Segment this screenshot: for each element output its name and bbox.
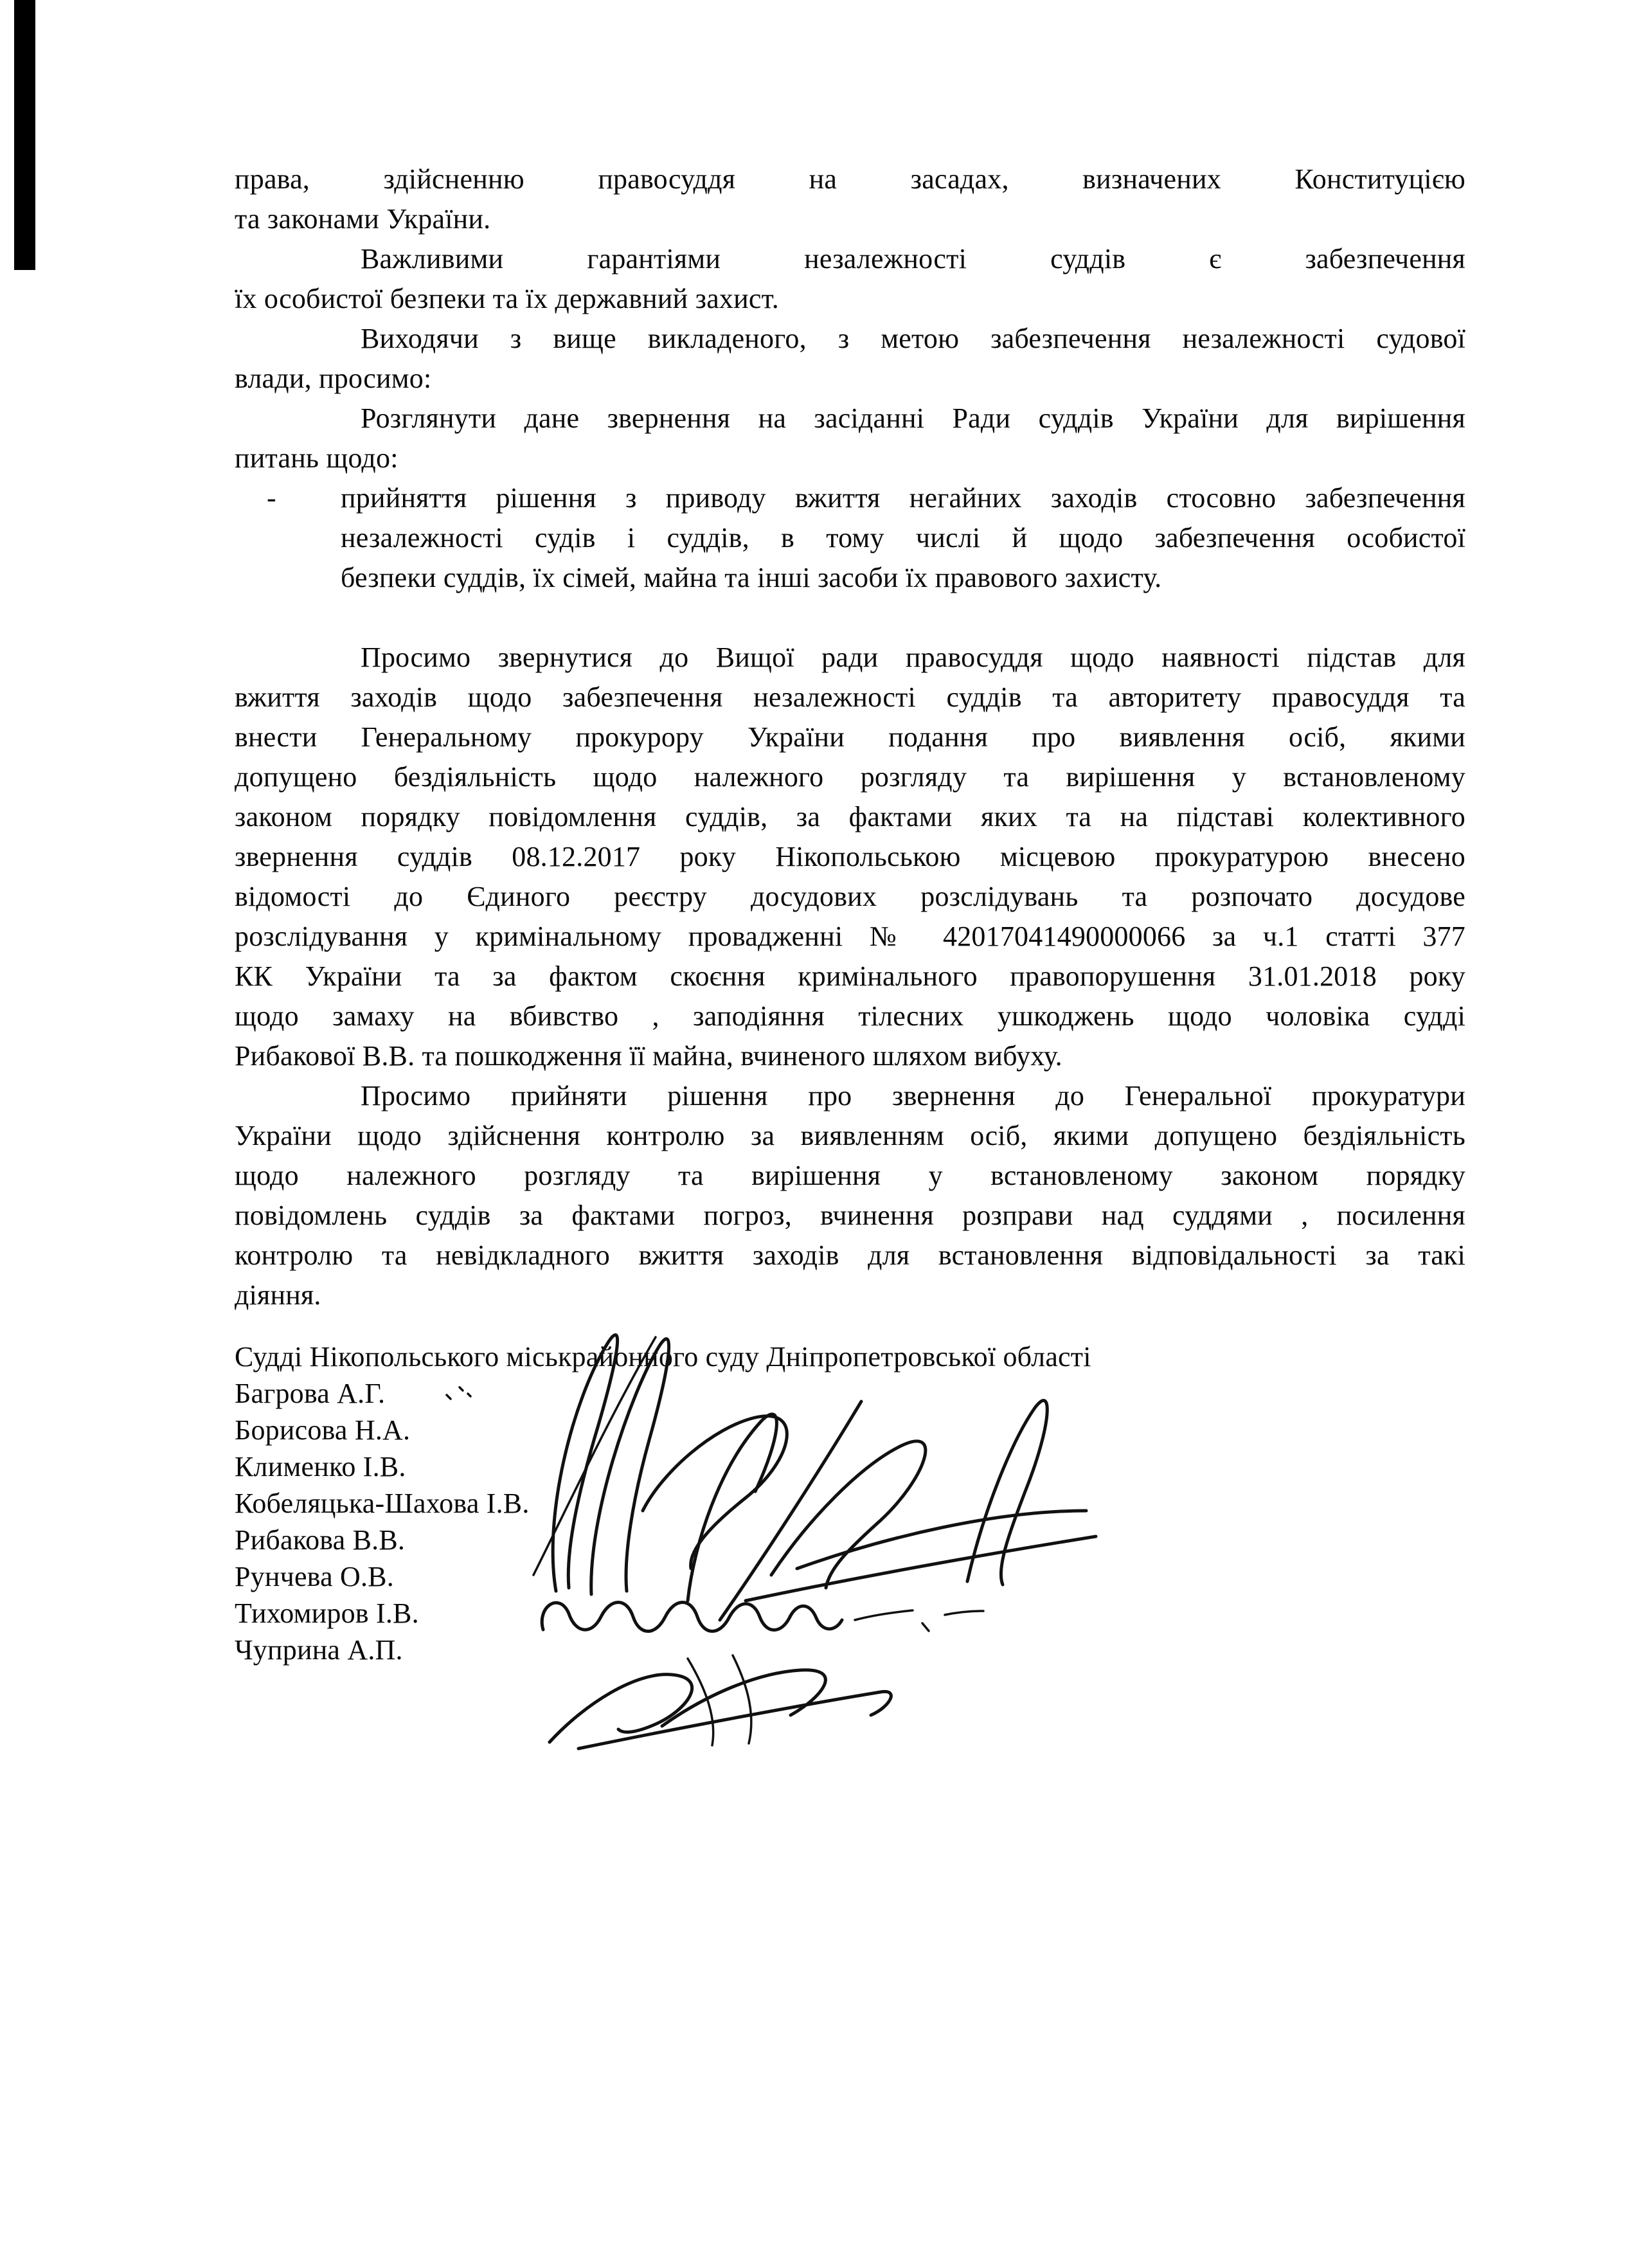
signature-stroke (550, 1675, 692, 1742)
signature-stroke (688, 1655, 751, 1745)
text-line: України щодо здійснення контролю за виявленням осіб, якими допущено бездіяльність (235, 1120, 1465, 1151)
text-line: вжиття заходів щодо забезпечення незалежності суддів та авторитету правосуддя та (235, 681, 1465, 713)
text-line: розслідування у кримінальному провадженні № 42017041490000066 за ч.1 статті 377 (235, 921, 1465, 952)
text-line: контролю та невідкладного вжиття заходів для встановлення відповідальності за такі (235, 1239, 1465, 1271)
text-line: законом порядку повідомлення суддів, за фактами яких та на підставі колективного (235, 801, 1465, 833)
text-line: звернення суддів 08.12.2017 року Нікопольською місцевою прокуратурою внесено (235, 841, 1465, 872)
blank-line (235, 598, 1465, 638)
signer-name: Чуприна А.П. (235, 1634, 403, 1666)
text-line: Просимо прийняти рішення про звернення до Генеральної прокуратури (361, 1080, 1465, 1112)
text-line: щодо належного розгляду та вирішення у встановленому законом порядку (235, 1160, 1465, 1191)
text-line: безпеки суддів, їх сімей, майна та інші засоби їх правового захисту. (341, 562, 1162, 593)
document-body (235, 159, 1465, 1668)
scan-artifact-bar (14, 0, 35, 270)
signer-name: Клименко І.В. (235, 1451, 406, 1482)
list-dash: - (267, 482, 276, 514)
paragraph-consider-appeal (235, 399, 1465, 478)
paragraph-high-council-request (235, 638, 1465, 1076)
signature-stroke (578, 1691, 891, 1749)
text-line: та законами України. (235, 203, 491, 235)
paragraph-intro-request (235, 319, 1465, 399)
paragraph-continuation (235, 159, 1465, 239)
text-line: КК України та за фактом скоєння кримінального правопорушення 31.01.2018 року (235, 960, 1465, 992)
signer-name: Кобеляцька-Шахова І.В. (235, 1488, 530, 1519)
signer-name: Рибакова В.В. (235, 1524, 406, 1556)
paragraph-guarantees (235, 239, 1465, 319)
text-line: діяння. (235, 1279, 321, 1311)
text-line: Просимо звернутися до Вищої ради правосуддя щодо наявності підстав для (361, 642, 1465, 673)
signer-name: Тихомиров І.В. (235, 1598, 419, 1629)
signature-stroke (662, 1670, 825, 1726)
text-line: Важливими гарантіями незалежності суддів є забезпечення (361, 243, 1465, 274)
signer-name: Багрова А.Г. (235, 1378, 386, 1409)
text-line: права, здійсненню правосуддя на засадах, визначених Конституцією (235, 163, 1465, 195)
text-line: їх особистої безпеки та їх державний захист. (235, 283, 779, 314)
paragraph-prosecutor-request (235, 1076, 1465, 1315)
text-line: влади, просимо: (235, 363, 432, 394)
text-line: повідомлень суддів за фактами погроз, вчинення розправи над суддями , посилення (235, 1200, 1465, 1231)
text-line: Рибакової В.В. та пошкодження її майна, вчиненого шляхом вибуху. (235, 1040, 1062, 1072)
text-line: прийняття рішення з приводу вжиття негайних заходів стосовно забезпечення (341, 482, 1465, 514)
signers-heading: Судді Нікопольського міськрайонного суду Дніпропетровської області (235, 1341, 1091, 1372)
text-line: Розглянути дане звернення на засіданні Ради суддів України для вирішення (361, 402, 1465, 434)
text-line: внести Генеральному прокурору України подання про виявлення осіб, якими (235, 721, 1465, 753)
signer-name: Рунчева О.В. (235, 1561, 394, 1592)
list-item (267, 478, 1465, 598)
text-line: незалежності судів і суддів, в тому числі й щодо забезпечення особистої (341, 522, 1465, 554)
signature-block (235, 1338, 1465, 1668)
signer-name: Борисова Н.А. (235, 1414, 411, 1446)
text-line: допущено бездіяльність щодо належного розгляду та вирішення у встановленому (235, 761, 1465, 793)
text-line: Виходячи з вище викладеного, з метою забезпечення незалежності судової (361, 323, 1465, 354)
text-line: щодо замаху на вбивство , заподіяння тілесних ушкоджень щодо чоловіка судді (235, 1000, 1465, 1032)
text-line: відомості до Єдиного реєстру досудових розслідувань та розпочато досудове (235, 881, 1465, 912)
text-line: питань щодо: (235, 442, 399, 474)
